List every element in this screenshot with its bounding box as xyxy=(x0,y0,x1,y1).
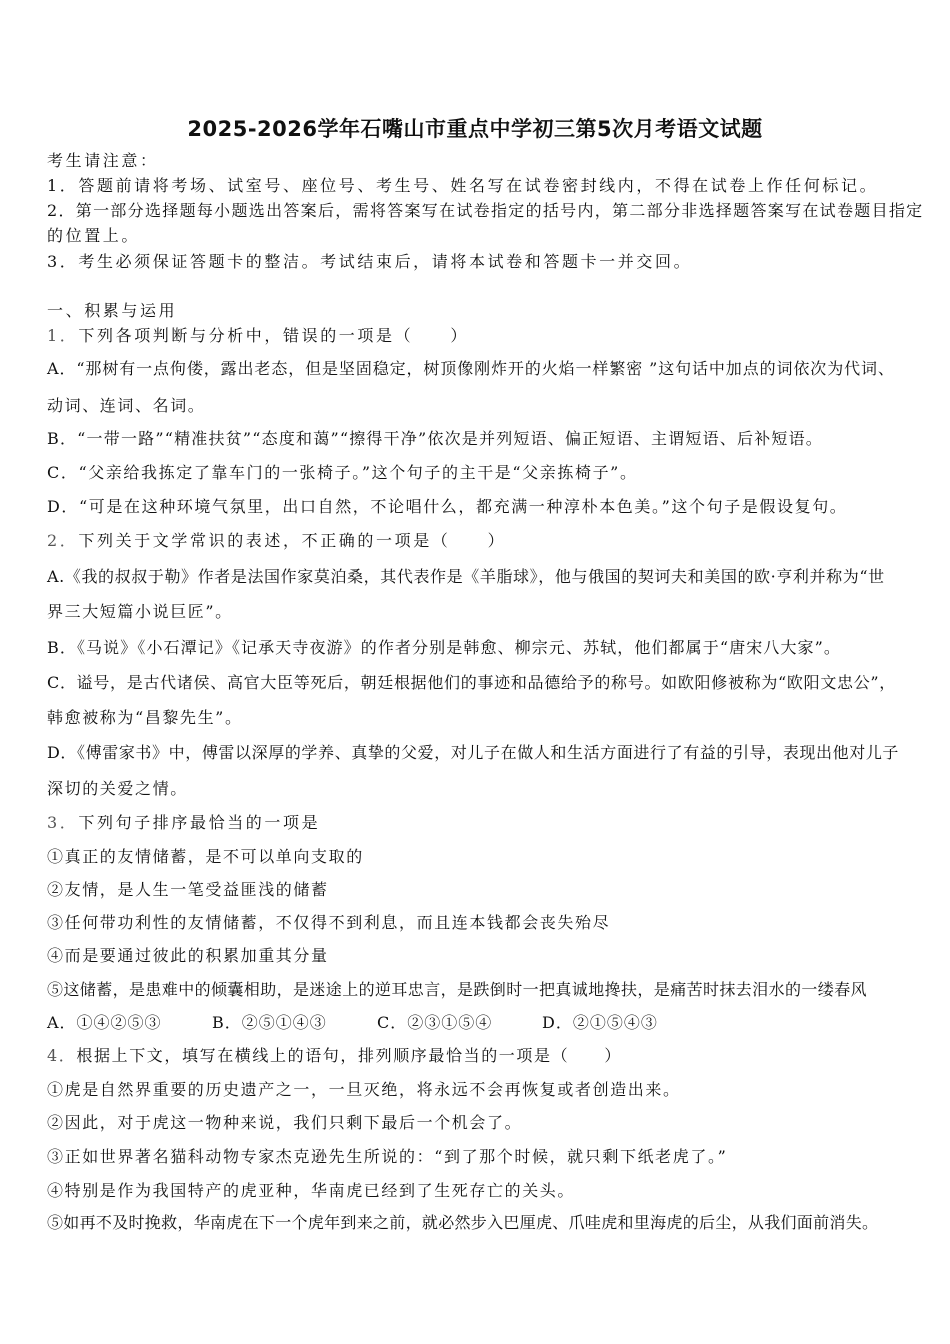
notice-item: 2．第一部分选择题每小题选出答案后，需将答案写在试卷指定的括号内，第二部分非选择题答案写在试卷题目指定 xyxy=(47,201,924,220)
notice-item: 的位置上。 xyxy=(47,226,141,245)
question-4-stem xyxy=(47,1046,622,1066)
sentence-line: ⑤如再不及时挽救，华南虎在下一个虎年到来之前，就必然步入巴厘虎、爪哇虎和里海虎的后尘，从我们面前消失。 xyxy=(47,1213,879,1232)
option-line: B．《马说》《小石潭记》《记承天寺夜游》的作者分别是韩愈、柳宗元、苏轼，他们都属于“唐宋八大家”。 xyxy=(47,638,842,657)
question-1-stem xyxy=(47,326,469,346)
sentence-line: ②因此，对于虎这一物种来说，我们只剩下最后一个机会了。 xyxy=(47,1113,523,1132)
question-text: 下列各项判断与分析中，错误的一项是（ ） xyxy=(78,326,469,345)
sentence-line: ④而是要通过彼此的积累加重其分量 xyxy=(47,946,329,965)
question-text: 根据上下文，填写在横线上的语句，排列顺序最恰当的一项是（ ） xyxy=(76,1046,622,1065)
option-line: 动词、连词、名词。 xyxy=(47,396,206,415)
choice-a: A．①④②⑤③ xyxy=(47,1013,162,1032)
sentence-line: ③任何带功利性的友情储蓄，不仅得不到利息，而且连本钱都会丧失殆尽 xyxy=(47,913,611,932)
question-number: 1． xyxy=(47,326,79,345)
choice-d: D．②①⑤④③ xyxy=(542,1013,658,1032)
sentence-line: ①真正的友情储蓄，是不可以单向支取的 xyxy=(47,847,364,866)
notice-item: 1．答题前请将考场、试室号、座位号、考生号、姓名写在试卷密封线内，不得在试卷上作任何标记。 xyxy=(47,176,879,195)
option-line: C．“父亲给我拣定了靠车门的一张椅子。”这个句子的主干是“父亲拣椅子”。 xyxy=(47,463,638,482)
section-heading: 一、积累与运用 xyxy=(47,301,178,320)
notice-item: 3．考生必须保证答题卡的整洁。考试结束后，请将本试卷和答题卡一并交回。 xyxy=(47,252,693,271)
notice-heading: 考生请注意： xyxy=(47,151,159,170)
option-line: B．“一带一路”“精准扶贫”“态度和蔼”“擦得干净”依次是并列短语、偏正短语、主谓短语、后补短语。 xyxy=(47,429,823,448)
question-number: 3． xyxy=(47,813,79,832)
option-line: A．“那树有一点佝偻，露出老态，但是坚固稳定，树顶像刚炸开的火焰一样繁密 ”这句话中加点的词依次为代词、 xyxy=(47,359,895,378)
option-line: 深切的关爱之情。 xyxy=(47,779,188,798)
sentence-line: ③正如世界著名猫科动物专家杰克逊先生所说的：“到了那个时候，就只剩下纸老虎了。” xyxy=(47,1147,728,1166)
question-number: 4． xyxy=(47,1046,77,1065)
sentence-line: ②友情，是人生一笔受益匪浅的储蓄 xyxy=(47,880,329,899)
option-line: A.《我的叔叔于勒》作者是法国作家莫泊桑，其代表作是《羊脂球》，他与俄国的契诃夫和美国的欧·亨利并称为“世 xyxy=(47,567,885,586)
choice-c: C．②③①⑤④ xyxy=(377,1013,493,1032)
question-number: 2． xyxy=(47,531,79,550)
question-text: 下列关于文学常识的表述，不正确的一项是（ ） xyxy=(78,531,507,550)
option-line: D．《傅雷家书》中，傅雷以深厚的学养、真挚的父爱，对儿子在做人和生活方面进行了有益的引导，表现出他对儿子 xyxy=(47,743,900,762)
choice-b: B．②⑤①④③ xyxy=(212,1013,327,1032)
question-text: 下列句子排序最恰当的一项是 xyxy=(78,813,321,832)
option-line: D．“可是在这种环境气氛里，出口自然，不论唱什么，都充满一种淳朴本色美。”这个句子是假设复句。 xyxy=(47,497,848,516)
sentence-line: ⑤这储蓄，是患难中的倾囊相助，是迷途上的逆耳忠言，是跌倒时一把真诚地搀扶，是痛苦时抹去泪水的一缕春风 xyxy=(47,980,868,999)
question-3-stem xyxy=(47,813,320,833)
option-line: C．谥号，是古代诸侯、高官大臣等死后，朝廷根据他们的事迹和品德给予的称号。如欧阳修被称为“欧阳文忠公”， xyxy=(47,673,897,692)
page-title: 2025-2026学年石嘴山市重点中学初三第5次月考语文试题 xyxy=(187,117,763,141)
option-line: 界三大短篇小说巨匠”。 xyxy=(47,602,233,621)
sentence-line: ④特别是作为我国特产的虎亚种，华南虎已经到了生死存亡的关头。 xyxy=(47,1181,576,1200)
question-2-stem xyxy=(47,531,506,551)
sentence-line: ①虎是自然界重要的历史遗产之一，一旦灭绝，将永远不会再恢复或者创造出来。 xyxy=(47,1080,681,1099)
option-line: 韩愈被称为“昌黎先生”。 xyxy=(47,708,243,727)
